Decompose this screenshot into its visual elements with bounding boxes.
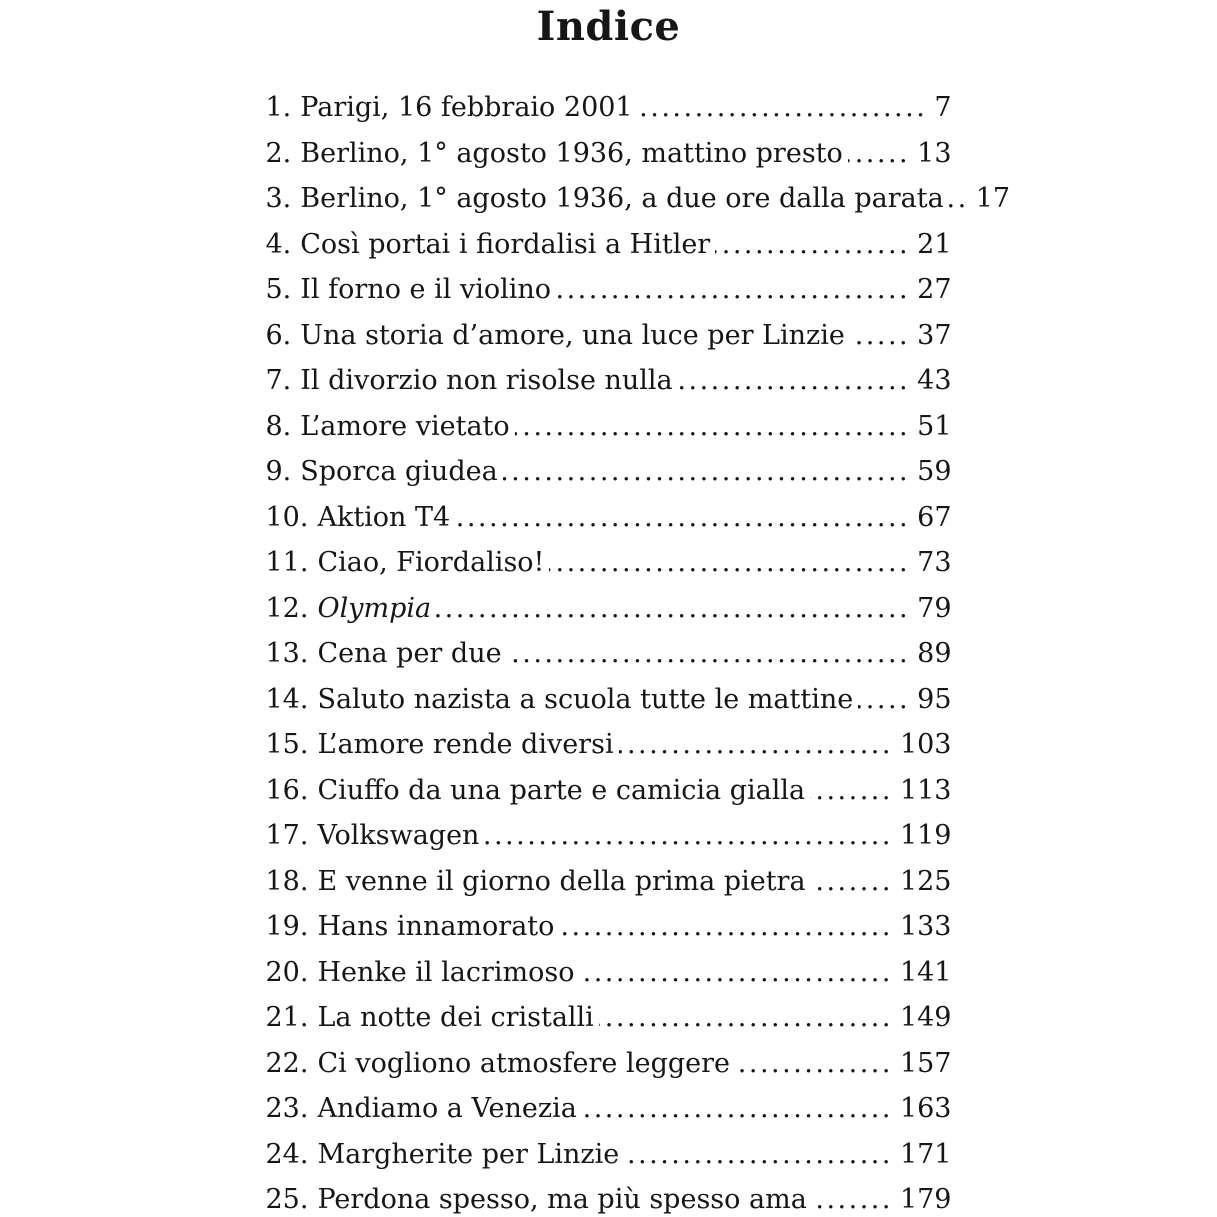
chapter-number: 4. bbox=[265, 228, 292, 260]
page-number: 89 bbox=[917, 638, 952, 669]
dot-leader bbox=[949, 176, 969, 222]
chapter-title: Hans innamorato bbox=[317, 911, 555, 942]
toc-entry bbox=[266, 631, 952, 677]
toc-entry bbox=[266, 222, 952, 268]
chapter-number: 12. bbox=[265, 592, 309, 624]
chapter-title: L’amore vietato bbox=[300, 410, 510, 442]
toc-entry bbox=[266, 1041, 952, 1087]
dot-leader bbox=[848, 131, 910, 177]
chapter-number: 19. bbox=[265, 911, 309, 942]
chapter-title: E venne il giorno della prima pietra bbox=[317, 865, 806, 897]
page-number: 67 bbox=[917, 501, 952, 533]
toc-entry bbox=[266, 722, 952, 768]
toc-entry bbox=[265, 176, 1011, 222]
chapter-title: Margherite per Linzie bbox=[317, 1138, 620, 1170]
page-number: 7 bbox=[934, 92, 952, 123]
chapter-number: 14. bbox=[265, 683, 309, 715]
page-number: 13 bbox=[917, 137, 952, 169]
chapter-number: 13. bbox=[265, 638, 309, 669]
page-number: 157 bbox=[899, 1047, 952, 1079]
dot-leader bbox=[582, 1086, 893, 1132]
page-number: 133 bbox=[899, 911, 952, 942]
toc-entry bbox=[266, 1132, 952, 1178]
page-number: 171 bbox=[899, 1138, 952, 1170]
toc-entry bbox=[266, 131, 952, 177]
chapter-number: 17. bbox=[265, 820, 309, 851]
toc-entry bbox=[266, 1177, 952, 1217]
chapter-title: Aktion T4 bbox=[317, 501, 451, 533]
toc-entry bbox=[266, 85, 952, 131]
page-number: 73 bbox=[917, 547, 952, 578]
dot-leader bbox=[812, 1177, 893, 1217]
toc-entry bbox=[266, 540, 952, 586]
page-number: 125 bbox=[899, 865, 952, 897]
chapter-title: L’amore rende diversi bbox=[317, 729, 614, 760]
chapter-number: 2. bbox=[265, 137, 292, 169]
page-title: Indice bbox=[536, 3, 681, 50]
chapter-title: Perdona spesso, ma più spesso ama bbox=[317, 1184, 807, 1215]
chapter-title: Saluto nazista a scuola tutte le mattine bbox=[317, 683, 854, 715]
chapter-title: Berlino, 1° agosto 1936, mattino presto bbox=[300, 137, 843, 169]
toc-entry bbox=[266, 904, 952, 950]
toc-entry bbox=[266, 495, 952, 541]
dot-leader bbox=[580, 950, 893, 996]
toc-entry bbox=[266, 859, 952, 905]
chapter-title: La notte dei cristalli bbox=[317, 1002, 594, 1033]
toc-entry bbox=[266, 449, 952, 495]
dot-leader bbox=[507, 631, 911, 677]
dot-leader bbox=[503, 449, 910, 495]
page-number: 51 bbox=[917, 410, 952, 442]
page-number: 79 bbox=[917, 592, 952, 624]
chapter-number: 21. bbox=[265, 1002, 309, 1033]
chapter-title: Parigi, 16 febbraio 2001 bbox=[300, 92, 633, 123]
chapter-title: Berlino, 1° agosto 1936, a due ore dalla parata bbox=[300, 183, 944, 214]
toc-entry bbox=[266, 313, 952, 359]
chapter-title: Così portai i fiordalisi a Hitler bbox=[300, 228, 711, 260]
page-number: 163 bbox=[899, 1093, 952, 1124]
chapter-title: Il divorzio non risolse nulla bbox=[300, 365, 673, 396]
page-number: 59 bbox=[917, 456, 952, 487]
chapter-number: 8. bbox=[265, 410, 292, 442]
toc-entry bbox=[266, 813, 952, 859]
toc-entry bbox=[266, 404, 952, 450]
chapter-title: Ciao, Fiordaliso! bbox=[317, 547, 545, 578]
toc-entry bbox=[266, 768, 952, 814]
page-number: 113 bbox=[899, 774, 952, 806]
chapter-title: Il forno e il violino bbox=[300, 274, 552, 305]
toc-entry bbox=[266, 267, 952, 313]
toc-list bbox=[265, 85, 1011, 1217]
dot-leader bbox=[715, 222, 910, 268]
dot-leader bbox=[484, 813, 893, 859]
chapter-number: 23. bbox=[265, 1093, 309, 1124]
dot-leader bbox=[556, 267, 910, 313]
page-number: 37 bbox=[917, 319, 952, 351]
toc-entry bbox=[266, 586, 952, 632]
page-number: 95 bbox=[917, 683, 952, 715]
chapter-title: Ci vogliono atmosfere leggere bbox=[317, 1047, 731, 1079]
page-number: 141 bbox=[899, 956, 952, 988]
toc-entry bbox=[266, 677, 952, 723]
page-number: 27 bbox=[917, 274, 952, 305]
toc-entry bbox=[266, 995, 952, 1041]
page-number: 21 bbox=[917, 228, 952, 260]
chapter-number: 7. bbox=[265, 365, 292, 396]
toc-entry bbox=[266, 1086, 952, 1132]
dot-leader bbox=[515, 404, 910, 450]
dot-leader bbox=[559, 904, 893, 950]
chapter-number: 20. bbox=[265, 956, 309, 988]
chapter-title: Volkswagen bbox=[317, 820, 480, 851]
dot-leader bbox=[858, 677, 910, 723]
page-number: 179 bbox=[899, 1184, 952, 1215]
dot-leader bbox=[436, 586, 910, 632]
chapter-number: 11. bbox=[265, 547, 309, 578]
toc-entry bbox=[266, 950, 952, 996]
dot-leader bbox=[549, 540, 910, 586]
dot-leader bbox=[810, 768, 893, 814]
chapter-title: Henke il lacrimoso bbox=[317, 956, 575, 988]
chapter-number: 25. bbox=[265, 1184, 309, 1215]
chapter-number: 6. bbox=[265, 319, 292, 351]
chapter-title: Sporca giudea bbox=[300, 456, 498, 487]
chapter-title: Una storia d’amore, una luce per Linzie bbox=[300, 319, 845, 351]
chapter-number: 3. bbox=[265, 183, 292, 214]
dot-leader bbox=[735, 1041, 893, 1087]
chapter-number: 24. bbox=[265, 1138, 309, 1170]
chapter-number: 10. bbox=[265, 501, 309, 533]
dot-leader bbox=[455, 495, 910, 541]
dot-leader bbox=[678, 358, 910, 404]
chapter-number: 16. bbox=[265, 774, 309, 806]
dot-leader bbox=[599, 995, 893, 1041]
chapter-number: 15. bbox=[265, 729, 309, 760]
page-number: 103 bbox=[899, 729, 952, 760]
dot-leader bbox=[850, 313, 910, 359]
chapter-number: 5. bbox=[265, 274, 292, 305]
chapter-number: 1. bbox=[265, 92, 292, 123]
chapter-title: Ciuffo da una parte e camicia gialla bbox=[317, 774, 806, 806]
chapter-title: Cena per due bbox=[317, 638, 502, 669]
page-number: 149 bbox=[899, 1002, 952, 1033]
page-number: 17 bbox=[975, 183, 1011, 214]
chapter-number: 22. bbox=[265, 1047, 309, 1079]
toc-entry bbox=[266, 358, 952, 404]
chapter-title: Olympia bbox=[317, 592, 432, 624]
dot-leader bbox=[811, 859, 893, 905]
dot-leader bbox=[619, 722, 893, 768]
page-number: 43 bbox=[917, 365, 952, 396]
dot-leader bbox=[624, 1132, 893, 1178]
chapter-title: Andiamo a Venezia bbox=[317, 1093, 577, 1124]
page-number: 119 bbox=[899, 820, 952, 851]
chapter-number: 18. bbox=[265, 865, 309, 897]
chapter-number: 9. bbox=[265, 456, 292, 487]
dot-leader bbox=[638, 85, 928, 131]
